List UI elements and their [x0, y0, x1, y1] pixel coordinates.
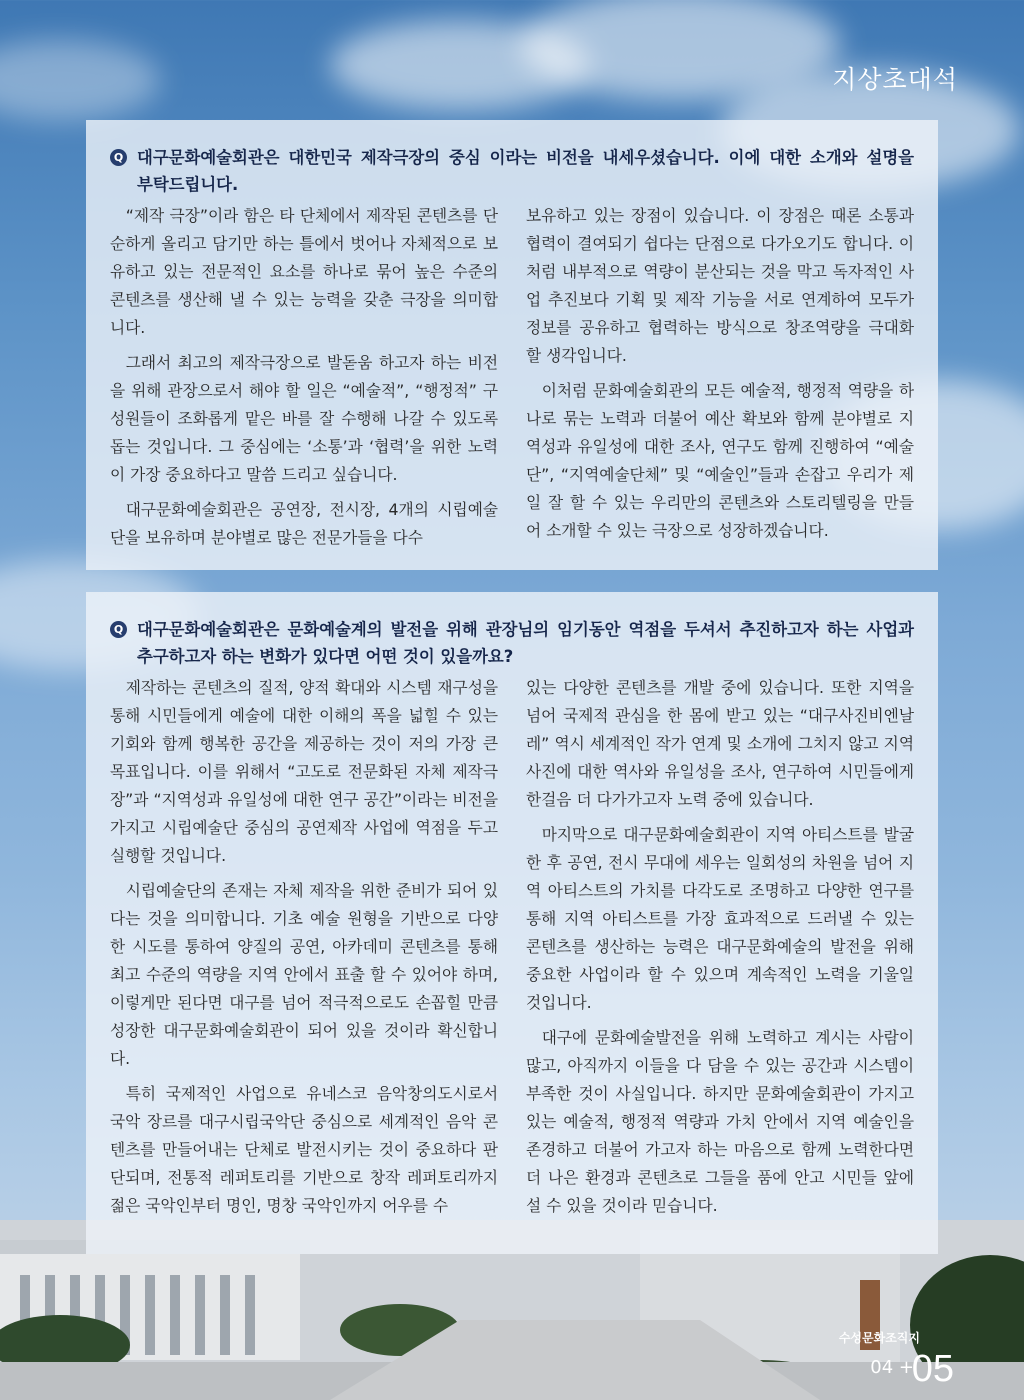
question-badge-icon: Q [110, 149, 127, 166]
page-number: 05 [911, 1348, 954, 1390]
paragraph: 시립예술단의 존재는 자체 제작을 위한 준비가 되어 있다는 것을 의미합니다. 기초 예술 원형을 기반으로 다양한 시도를 통하여 양질의 공연, 아카데미 콘텐츠를 통해 최고 수준의 역량을 지역 안에서 표출 할 수 있어야 하며, 이렇게만 된다면 대구를 넘어 적극적으로도 손꼽힐 만큼 성장한 대구문화예술회관이 되어 있을 것이라 확신합니다. [110, 881, 498, 1068]
paragraph: 특히 국제적인 사업으로 유네스코 음악창의도시로서 국악 장르를 대구시립국악단 중심으로 세계적인 음악 콘텐츠를 만들어내는 단체로 발전시키는 것이 중요하다 판단되며, 전통적 레퍼토리를 기반으로 창작 레퍼토리까지 젊은 국악인부터 명인, 명창 국악인까지 어우를 수 [110, 1084, 498, 1215]
answer-right-column [526, 674, 914, 1227]
question-text: 대구문화예술회관은 대한민국 제작극장의 중심 이라는 비전을 내세우셨습니다. 이에 대한 소개와 설명을 부탁드립니다. [137, 148, 914, 194]
paragraph: 마지막으로 대구문화예술회관이 지역 아티스트를 발굴한 후 공연, 전시 무대에 세우는 일회성의 차원을 넘어 지역 아티스트의 가치를 다각도로 조명하고 다양한 연구를 통해 지역 아티스트를 가장 효과적으로 드러낼 수 있는 콘텐츠를 생산하는 능력은 대구문화예술의 발전을 위해 중요한 사업이라 할 수 있으며 계속적인 노력을 기울일 것입니다. [526, 825, 914, 1012]
qa-panel [86, 592, 938, 1254]
answer-left-column [110, 202, 498, 559]
paragraph: 있는 다양한 콘텐츠를 개발 중에 있습니다. 또한 지역을 넘어 국제적 관심을 한 몸에 받고 있는 “대구사진비엔날레” 역시 세계적인 작가 연계 및 소개에 그치지 않고 지역 사진에 대한 역사와 유일성을 조사, 연구하여 시민들에게 한걸음 더 다가가고자 노력 중에 있습니다. [526, 678, 914, 809]
answer-right-column [526, 202, 914, 559]
question-badge-icon: Q [110, 621, 127, 638]
question [86, 592, 938, 670]
paragraph: “제작 극장”이라 함은 타 단체에서 제작된 콘텐츠를 단순하게 올리고 담기만 하는 틀에서 벗어나 자체적으로 보유하고 있는 전문적인 요소를 하나로 묶어 높은 수준의 콘텐츠를 생산해 낼 수 있는 능력을 갖춘 극장을 의미합니다. [110, 206, 498, 337]
answer-left-column [110, 674, 498, 1227]
paragraph: 보유하고 있는 장점이 있습니다. 이 장점은 때론 소통과 협력이 결여되기 쉽다는 단점으로 다가오기도 합니다. 이처럼 내부적으로 역량이 분산되는 것을 막고 독자적인 사업 추진보다 기획 및 제작 기능을 서로 연계하여 모두가 정보를 공유하고 협력하는 방식으로 창조역량을 극대화할 생각입니다. [526, 206, 914, 365]
question-text: 대구문화예술회관은 문화예술계의 발전을 위해 관장님의 임기동안 역점을 두셔서 추진하고자 하는 사업과 추구하고자 하는 변화가 있다면 어떤 것이 있을까요? [137, 620, 914, 666]
paragraph: 대구문화예술회관은 공연장, 전시장, 4개의 시립예술단을 보유하며 분야별로 많은 전문가들을 다수 [110, 500, 498, 547]
paragraph: 이처럼 문화예술회관의 모든 예술적, 행정적 역량을 하나로 묶는 노력과 더불어 예산 확보와 함께 분야별로 지역성과 유일성에 대한 조사, 연구도 함께 진행하여 “예술단”, “지역예술단체” 및 “예술인”들과 손잡고 우리가 제일 잘 할 수 있는 우리만의 콘텐츠와 스토리텔링을 만들어 소개할 수 있는 극장으로 성장하겠습니다. [526, 381, 914, 540]
issue-number: 04 + [870, 1357, 914, 1378]
question [86, 120, 938, 198]
paragraph: 그래서 최고의 제작극장으로 발돋움 하고자 하는 비전을 위해 관장으로서 해야 할 일은 “예술적”, “행정적” 구성원들이 조화롭게 맡은 바를 잘 수행해 나갈 수 있도록 돕는 것입니다. 그 중심에는 ‘소통’과 ‘협력’을 위한 노력이 가장 중요하다고 말씀 드리고 싶습니다. [110, 353, 498, 484]
magazine-name: 수성문화조직지 [838, 1331, 920, 1345]
cloud [0, 40, 160, 120]
section-title: 지상초대석 [832, 65, 958, 94]
paragraph: 제작하는 콘텐츠의 질적, 양적 확대와 시스템 재구성을 통해 시민들에게 예술에 대한 이해의 폭을 넓힐 수 있는 기회와 함께 행복한 공간을 제공하는 것이 저의 가장 큰 목표입니다. 이를 위해서 “고도로 전문화된 자체 제작극장”과 “지역성과 유일성에 대한 연구 공간”이라는 비전을 가지고 시립예술단 중심의 공연제작 사업에 역점을 두고 실행할 것입니다. [110, 678, 498, 865]
qa-panel [86, 120, 938, 570]
paragraph: 대구에 문화예술발전을 위해 노력하고 계시는 사람이 많고, 아직까지 이들을 다 담을 수 있는 공간과 시스템이 부족한 것이 사실입니다. 하지만 문화예술회관이 가지고 있는 예술적, 행정적 역량과 가치 안에서 지역 예술인을 존경하고 더불어 가고자 하는 마음으로 함께 노력한다면 더 나은 환경과 콘텐츠로 그들을 품에 안고 시민들 앞에 설 수 있을 것이라 믿습니다. [526, 1028, 914, 1215]
